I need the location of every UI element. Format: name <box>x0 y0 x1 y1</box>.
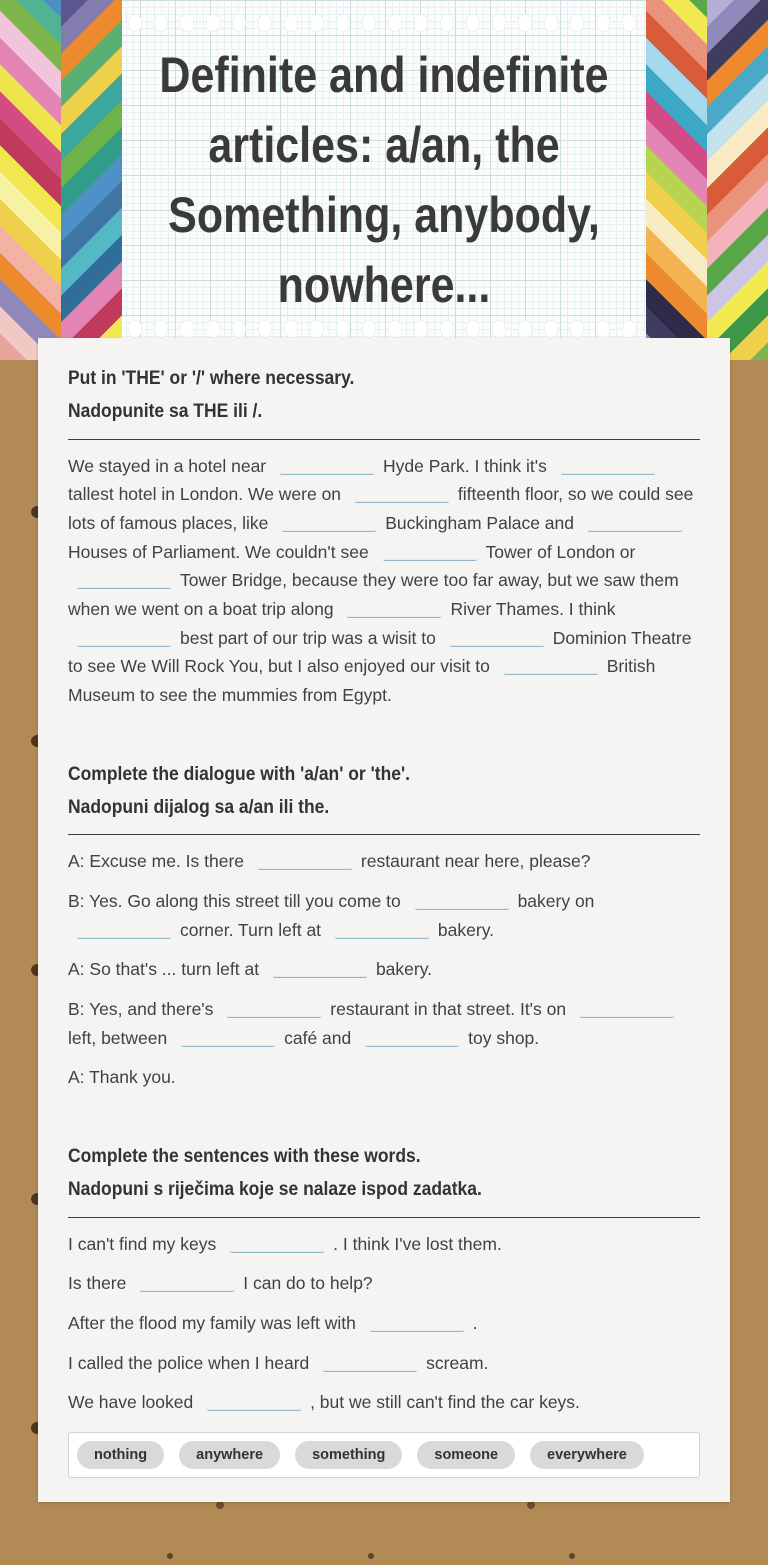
section-divider <box>68 439 700 440</box>
answer-blank[interactable] <box>230 1236 324 1253</box>
text-segment: A: Excuse me. Is there <box>68 851 245 872</box>
worksheet-header <box>0 0 768 360</box>
answer-blank[interactable] <box>365 1030 459 1047</box>
answer-blank[interactable] <box>258 853 352 870</box>
worksheet-title-line: Something, anybody, <box>168 187 600 243</box>
answer-blank[interactable] <box>323 1355 417 1372</box>
worksheet-title-line: articles: a/an, the <box>208 117 560 173</box>
sentence-line <box>68 1309 700 1338</box>
text-segment: bakery. <box>375 959 433 980</box>
text-segment: café and <box>284 1027 352 1048</box>
word-chip[interactable]: someone <box>417 1441 515 1470</box>
answer-blank[interactable] <box>335 922 429 939</box>
text-segment: Tower Bridge, because they were too far away, but we saw them when we went on a boat trip along <box>68 570 679 619</box>
dialogue-line <box>68 995 700 1052</box>
answer-blank[interactable] <box>207 1394 301 1411</box>
instruction-hr: Nadopunite sa THE ili /. <box>68 401 263 423</box>
text-segment: bakery. <box>437 919 495 940</box>
text-segment: I can't find my keys <box>68 1233 217 1254</box>
text-segment: , but we still can't find the car keys. <box>310 1392 580 1413</box>
answer-blank[interactable] <box>383 544 477 561</box>
text-segment: . <box>472 1312 478 1333</box>
exercise-section-2 <box>68 758 700 1092</box>
answer-blank[interactable] <box>347 601 441 618</box>
section-divider <box>68 834 700 835</box>
text-segment: . I think I've lost them. <box>333 1233 502 1254</box>
text-segment: Hyde Park. I think it's <box>383 455 547 476</box>
text-segment: Houses of Parliament. We couldn't see <box>68 541 369 562</box>
text-segment: scream. <box>426 1352 489 1373</box>
instruction-hr: Nadopuni s riječima koje se nalaze ispod zadatka. <box>68 1179 482 1201</box>
text-segment: River Thames. I think <box>450 598 616 619</box>
text-segment: restaurant in that street. It's on <box>330 998 567 1019</box>
text-segment: Dominion Theatre to see We Will Rock You, but I also enjoyed our visit to <box>68 627 692 677</box>
answer-blank[interactable] <box>273 961 367 978</box>
text-segment: Is there <box>68 1273 127 1294</box>
word-chip[interactable]: everywhere <box>530 1441 644 1470</box>
exercise-section-3 <box>68 1140 700 1478</box>
instruction-en: Complete the dialogue with 'a/an' or 'the'. <box>68 763 410 785</box>
instruction-en: Put in 'THE' or '/' where necessary. <box>68 368 355 389</box>
worksheet-title <box>0 40 768 320</box>
answer-blank[interactable] <box>370 1315 464 1332</box>
answer-blank[interactable] <box>580 1001 674 1018</box>
fill-in-paragraph <box>68 452 700 710</box>
worksheet-title-line: nowhere... <box>277 257 491 313</box>
sentence-line <box>68 1388 700 1417</box>
perforation-row-top <box>122 12 646 34</box>
answer-blank[interactable] <box>282 515 376 532</box>
text-segment: We have looked <box>68 1392 194 1413</box>
text-segment: toy shop. <box>468 1027 540 1048</box>
instruction-hr: Nadopuni dijalog sa a/an ili the. <box>68 796 330 818</box>
word-bank <box>68 1432 700 1479</box>
answer-blank[interactable] <box>561 458 655 475</box>
text-segment: I can do to help? <box>243 1273 373 1294</box>
worksheet-card <box>38 338 730 1502</box>
text-segment: B: Yes. Go along this street till you come to <box>68 890 401 911</box>
answer-blank[interactable] <box>415 893 509 910</box>
word-chip[interactable]: nothing <box>77 1441 164 1470</box>
text-segment: British Museum to see the mummies from Egypt. <box>68 656 656 705</box>
sentence-block <box>68 1230 700 1417</box>
text-segment: B: Yes, and there's <box>68 998 214 1019</box>
word-chip[interactable]: anywhere <box>179 1441 280 1470</box>
text-segment: A: So that's ... turn left at <box>68 959 260 980</box>
text-segment: best part of our trip was a wisit to <box>180 627 436 648</box>
text-segment: A: Thank you. <box>68 1067 176 1088</box>
dialogue-block <box>68 847 700 1092</box>
dialogue-line <box>68 887 700 944</box>
answer-blank[interactable] <box>504 658 598 675</box>
text-segment: Tower of London or <box>485 541 636 562</box>
text-segment: bakery on <box>517 890 595 911</box>
dialogue-line <box>68 955 700 984</box>
answer-blank[interactable] <box>77 572 171 589</box>
perforation-row-bottom <box>122 318 646 340</box>
answer-blank[interactable] <box>181 1030 275 1047</box>
text-segment: restaurant near here, please? <box>360 851 591 872</box>
text-segment: After the flood my family was left with <box>68 1312 356 1333</box>
answer-blank[interactable] <box>77 630 171 647</box>
text-segment: tallest hotel in London. We were on <box>68 484 342 505</box>
sentence-line <box>68 1269 700 1298</box>
instruction-en: Complete the sentences with these words. <box>68 1146 421 1167</box>
text-segment: Buckingham Palace and <box>385 512 574 533</box>
text-segment: We stayed in a hotel near <box>68 455 267 476</box>
dialogue-line <box>68 847 700 876</box>
answer-blank[interactable] <box>227 1001 321 1018</box>
answer-blank[interactable] <box>77 922 171 939</box>
sentence-line <box>68 1349 700 1378</box>
answer-blank[interactable] <box>588 515 682 532</box>
exercise-section-1 <box>68 362 700 710</box>
text-segment: I called the police when I heard <box>68 1352 310 1373</box>
sentence-line <box>68 1230 700 1259</box>
word-chip[interactable]: something <box>295 1441 402 1470</box>
text-segment: left, between <box>68 1027 168 1048</box>
answer-blank[interactable] <box>355 486 449 503</box>
dialogue-line <box>68 1063 700 1092</box>
text-segment: fifteenth floor, so we could see lots of famous places, like <box>68 484 694 533</box>
answer-blank[interactable] <box>140 1275 234 1292</box>
answer-blank[interactable] <box>280 458 374 475</box>
worksheet-title-line: Definite and indefinite <box>159 47 609 103</box>
answer-blank[interactable] <box>450 630 544 647</box>
section-divider <box>68 1217 700 1218</box>
text-segment: corner. Turn left at <box>180 919 322 940</box>
